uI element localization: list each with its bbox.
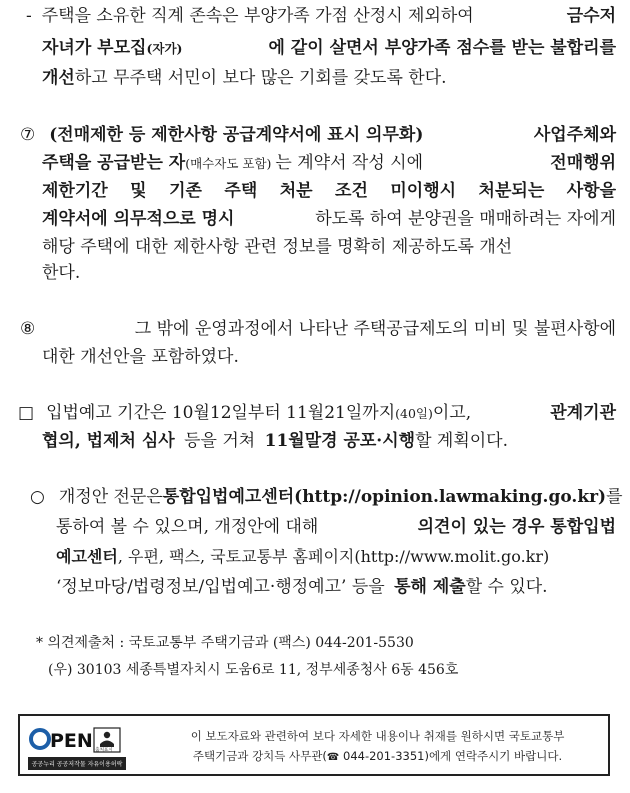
- bold-text: 예고센터: [56, 547, 118, 566]
- text-span: ‘정보마당/법령정보/입법예고·행정예고’ 등을: [56, 577, 385, 597]
- text-span: 등을 거쳐: [184, 431, 256, 451]
- text-line: [20, 123, 616, 147]
- text-line: [42, 429, 508, 453]
- text-span: 해당 주택에 대한 제한사항 관련 정보를 명확히 제공하도록 개선: [42, 237, 513, 257]
- text-line: [42, 235, 512, 259]
- portal-link[interactable]: 통합입법예고센터(http://opinion.lawmaking.go.kr): [162, 487, 607, 507]
- dash-bullet: -: [26, 6, 32, 26]
- text-span: 한다.: [42, 263, 81, 283]
- small-text: (40일): [395, 406, 433, 421]
- text-line: [20, 317, 616, 341]
- bold-text: (전매제한 등 제한사항 공급계약서에 표시 의무화): [49, 125, 424, 145]
- footer-text: 주택기금과 강치득 사무관(: [192, 749, 327, 763]
- text-line: [26, 4, 616, 28]
- text-line: [42, 345, 239, 369]
- bold-text: 협의, 법제처 심사: [42, 431, 175, 451]
- text-span: 할 수 있다.: [465, 577, 548, 597]
- kogl-open-logo: [28, 722, 126, 770]
- square-bullet: □: [18, 403, 35, 423]
- bold-text: 자녀가 부모집(자가): [42, 38, 183, 58]
- text-span: 통하여 볼 수 있으며, 개정안에 대해: [56, 517, 319, 537]
- bold-text: 개선: [42, 68, 75, 88]
- note-line: (우) 30103 세종특별자치시 도움6로 11, 정부세종청사 6동 456호: [48, 662, 459, 678]
- bold-text: 계약서에 의무적으로 명시: [42, 209, 235, 229]
- logo-badge-text: 출처표시: [95, 748, 113, 753]
- text-line: [18, 401, 616, 426]
- text-line: [56, 545, 549, 569]
- circled-number-8: ⑧: [20, 319, 36, 339]
- logo-sub-text: 공공누리 공공저작물 자유이용허락: [31, 761, 123, 768]
- text-line: [42, 179, 616, 203]
- svg-text:PEN: PEN: [50, 730, 93, 752]
- text-span: 대한 개선안을 포함하였다.: [42, 347, 239, 367]
- bold-text: 주택을 공급받는 자: [42, 153, 186, 173]
- text-span: 입법예고 기간은 10월12일부터 11월21일까지: [46, 403, 396, 423]
- footer-contact-box: [18, 714, 610, 776]
- bold-text: 전매행위: [550, 153, 616, 173]
- text-line: [42, 36, 616, 61]
- text-span: 개정안 전문은: [58, 487, 163, 507]
- bold-text: 관계기관: [550, 403, 616, 423]
- text-span: 는 계약서 작성 시에: [275, 153, 423, 173]
- text-span: 하고 무주택 서민이 보다 많은 기회를 갖도록 한다.: [74, 68, 447, 88]
- molit-link[interactable]: , 우편, 팩스, 국토교통부 홈페이지(http://www.molit.go.kr): [117, 547, 550, 566]
- text-line: [56, 515, 616, 539]
- bold-text: 의견이 있는 경우 통합입법: [417, 517, 616, 537]
- text-line: [56, 575, 548, 599]
- bold-text: 사업주체와: [533, 125, 616, 145]
- text-span: 그 밖에 운영과정에서 나타난 주택공급제도의 미비 및 불편사항에: [134, 319, 616, 339]
- footer-line-2: [150, 748, 605, 764]
- phone-icon: ☎: [326, 752, 340, 763]
- bold-text: 통해 제출: [394, 577, 466, 597]
- text-span: 를: [606, 487, 623, 507]
- text-line: [42, 207, 616, 231]
- footer-line-1: 이 보도자료와 관련하여 보다 자세한 내용이나 취재를 원하시면 국토교통부: [190, 729, 565, 743]
- text-span: 하도록 하여 분양권을 매매하려는 자에게: [315, 209, 616, 229]
- text-line: [30, 485, 623, 509]
- circled-number-7: ⑦: [20, 125, 36, 145]
- note-line: * 의견제출처 : 국토교통부 주택기금과 (팩스) 044-201-5530: [36, 635, 414, 651]
- bold-text: 금수저: [566, 6, 616, 26]
- bold-text: 에 같이 살면서 부양가족 점수를 받는 불합리를: [268, 38, 616, 58]
- text-line: [42, 261, 80, 285]
- circle-bullet: ○: [30, 487, 45, 507]
- text-span: 이고,: [432, 403, 472, 423]
- footer-text: 044-201-3351)에게 연락주시기 바랍니다.: [339, 749, 563, 763]
- text-line: [42, 66, 447, 90]
- small-text: (매수자도 포함): [185, 156, 272, 171]
- text-line: [42, 151, 616, 176]
- bold-text: 11월말경 공포·시행: [264, 431, 416, 451]
- text-span: 주택을 소유한 직계 존속은 부양가족 가점 산정시 제외하여: [41, 6, 474, 26]
- bold-text: 제한기간 및 기존 주택 처분 조건 미이행시 처분되는 사항을: [42, 181, 616, 201]
- text-span: 할 계획이다.: [415, 431, 508, 451]
